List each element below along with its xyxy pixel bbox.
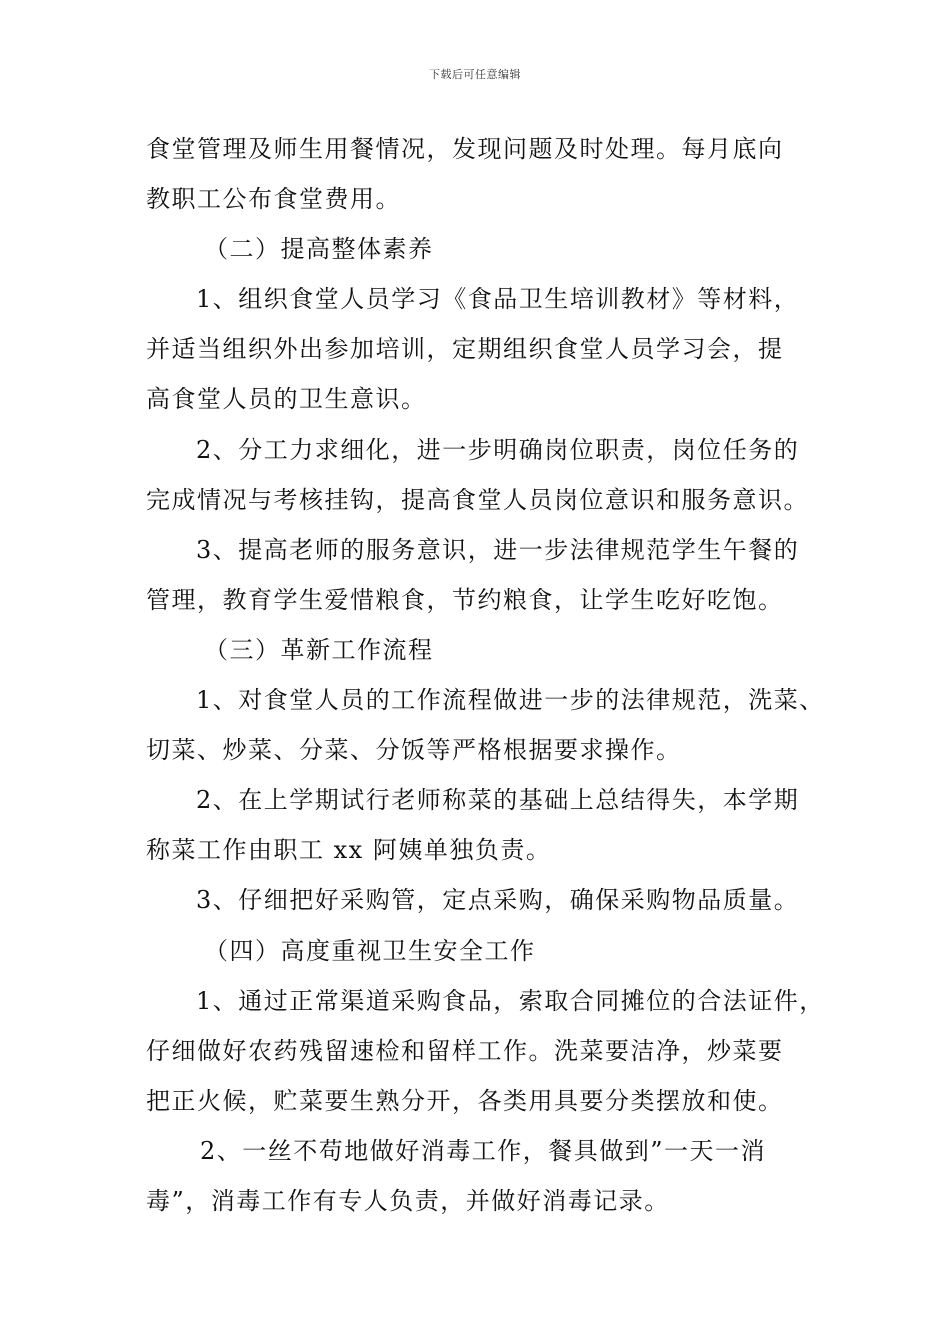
text-line: 称菜工作由职工 xx 阿姨单独负责。 <box>146 836 552 865</box>
text-line: 并适当组织外出参加培训，定期组织食堂人员学习会，提 <box>146 335 784 364</box>
text-line: 仔细做好农药残留速检和留样工作。洗菜要洁净，炒菜要 <box>146 1036 784 1065</box>
text-line: 教职工公布食堂费用。 <box>146 185 401 214</box>
text-line: 2、分工力求细化，进一步明确岗位职责，岗位任务的 <box>196 435 800 464</box>
text-line: 1、对食堂人员的工作流程做进一步的法律规范，洗菜、 <box>196 686 825 715</box>
text-line: 毒”，消毒工作有专人负责，并做好消毒记录。 <box>146 1186 670 1215</box>
text-line: 食堂管理及师生用餐情况，发现问题及时处理。每月底向 <box>146 135 784 163</box>
section-heading: （四）高度重视卫生安全工作 <box>204 936 536 965</box>
text-line: 2、一丝不苟地做好消毒工作，餐具做到”一天一消 <box>200 1136 767 1165</box>
text-line: 高食堂人员的卫生意识。 <box>146 385 427 414</box>
text-line: 把正火候，贮菜要生熟分开，各类用具要分类摆放和使。 <box>146 1086 784 1115</box>
document-body <box>146 124 836 1226</box>
section-heading: （二）提高整体素养 <box>204 235 434 264</box>
text-line: 完成情况与考核挂钩，提高食堂人员岗位意识和服务意识。 <box>146 485 809 514</box>
text-line: 1、组织食堂人员学习《食品卫生培训教材》等材料， <box>196 285 800 314</box>
text-line: 2、在上学期试行老师称菜的基础上总结得失，本学期 <box>196 786 800 815</box>
text-line: 3、仔细把好采购管，定点采购，确保采购物品质量。 <box>196 886 800 915</box>
text-line: 切菜、炒菜、分菜、分饭等严格根据要求操作。 <box>146 736 682 765</box>
text-line: 1、通过正常渠道采购食品，索取合同摊位的合法证件， <box>196 986 825 1015</box>
section-heading: （三）革新工作流程 <box>204 635 434 664</box>
text-line: 3、提高老师的服务意识，进一步法律规范学生午餐的 <box>196 535 800 564</box>
text-line: 管理，教育学生爱惜粮食，节约粮食，让学生吃好吃饱。 <box>146 585 784 614</box>
page-header: 下载后可任意编辑 <box>429 68 521 81</box>
